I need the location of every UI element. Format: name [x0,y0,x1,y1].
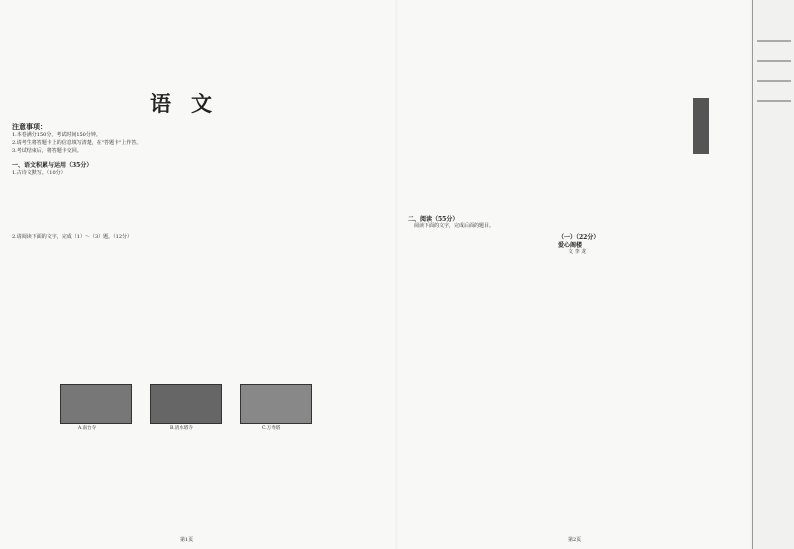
notice-item: 1.本卷满分150分，考试时间150分钟。 [12,132,101,138]
notice-item: 2.请考生将答题卡上的信息填写清楚，在"答题卡"上作答。 [12,140,142,146]
text-line [757,100,791,102]
section-heading: 二、阅读（55分） [408,216,459,223]
notice-item: 3.考试结束后，将答题卡交回。 [12,148,82,154]
story-title: 爱心阁楼 [558,242,583,249]
notice-list [12,131,382,155]
left-page [0,0,395,549]
photo-caption: A.南台寺 [78,426,97,431]
exam-title: 语文 [150,91,232,116]
text-line [757,60,791,62]
question: 2.请阅读下面的文字，完成（1）～（3）题。（12分） [12,234,132,240]
notice-heading: 注意事项： [12,122,47,131]
photo-caption: C.万寿塔 [262,426,281,431]
photo [60,384,132,424]
section-heading: 一、语文积累与运用（35分） [12,162,93,169]
reading-intro: 阅读下面的文字，完成后面的题目。 [414,223,495,229]
photo [240,384,312,424]
page-number: 第2页 [568,537,582,543]
dark-box [693,98,709,154]
photo [150,384,222,424]
text-line [757,80,791,82]
next-page-edge [752,0,794,549]
story-author: 文 李 龙 [568,249,587,255]
text-line [757,40,791,42]
photo-caption: B.清水塔寺 [170,426,193,431]
page-number: 第1页 [180,537,194,543]
right-page [398,0,750,549]
part-label: （一）（22分） [558,234,600,241]
question: 1.古诗文默写。（10分） [12,170,66,176]
